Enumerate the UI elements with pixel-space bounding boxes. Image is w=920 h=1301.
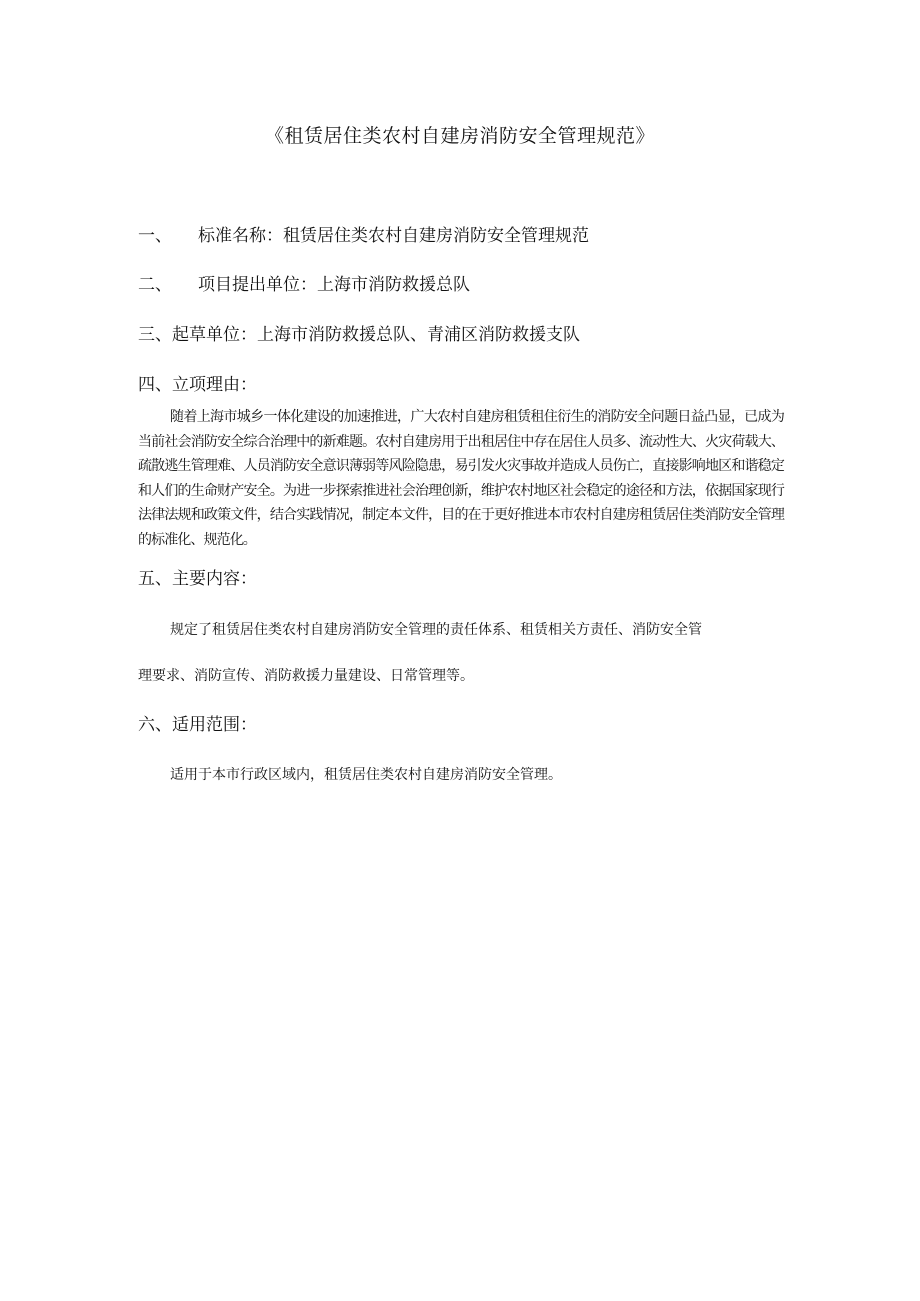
section-4-heading: 四、立项理由： [138,375,257,395]
section-5-body-line-1: 规定了租赁居住类农村自建房消防安全管理的责任体系、租赁相关方责任、消防安全管 [170,622,702,638]
section-6-heading: 六、适用范围： [138,715,257,735]
section-2-number: 二、 [138,275,172,295]
document-title: 《租赁居住类农村自建房消防安全管理规范》 [264,125,655,147]
section-2-title: 项目提出单位：上海市消防救援总队 [198,275,470,295]
section-2-heading [138,273,470,297]
section-1-title: 标准名称：租赁居住类农村自建房消防安全管理规范 [198,226,589,246]
section-4-body: 随着上海市城乡一体化建设的加速推进，广大农村自建房租赁租住衍生的消防安全问题日益凸显，已成为当前社会消防安全综合治理中的新难题。农村自建房用于出租居住中存在居住人员多、流动性大、火灾荷载大、疏散逃生管理难、人员消防安全意识薄弱等风险隐患，易引发火灾事故并造成人员伤亡，直接影响地区和谐稳定和人们的生命财产安全。为进一步探索推进社会治理创新，维护农村地区社会稳定的途径和方法，依据国家现行法律法规和政策文件，结合实践情况，制定本文件，目的在于更好推进本市农村自建房租赁居住类消防安全管理的标准化、规范化。 [138,409,784,548]
section-3-heading: 三、起草单位：上海市消防救援总队、青浦区消防救援支队 [138,325,580,345]
section-1-number: 一、 [138,226,172,246]
section-1-heading [138,224,589,248]
section-5-heading: 五、主要内容： [138,569,257,589]
section-6-body: 适用于本市行政区域内，租赁居住类农村自建房消防安全管理。 [170,767,562,783]
section-5-body-line-2: 理要求、消防宣传、消防救援力量建设、日常管理等。 [138,668,474,684]
